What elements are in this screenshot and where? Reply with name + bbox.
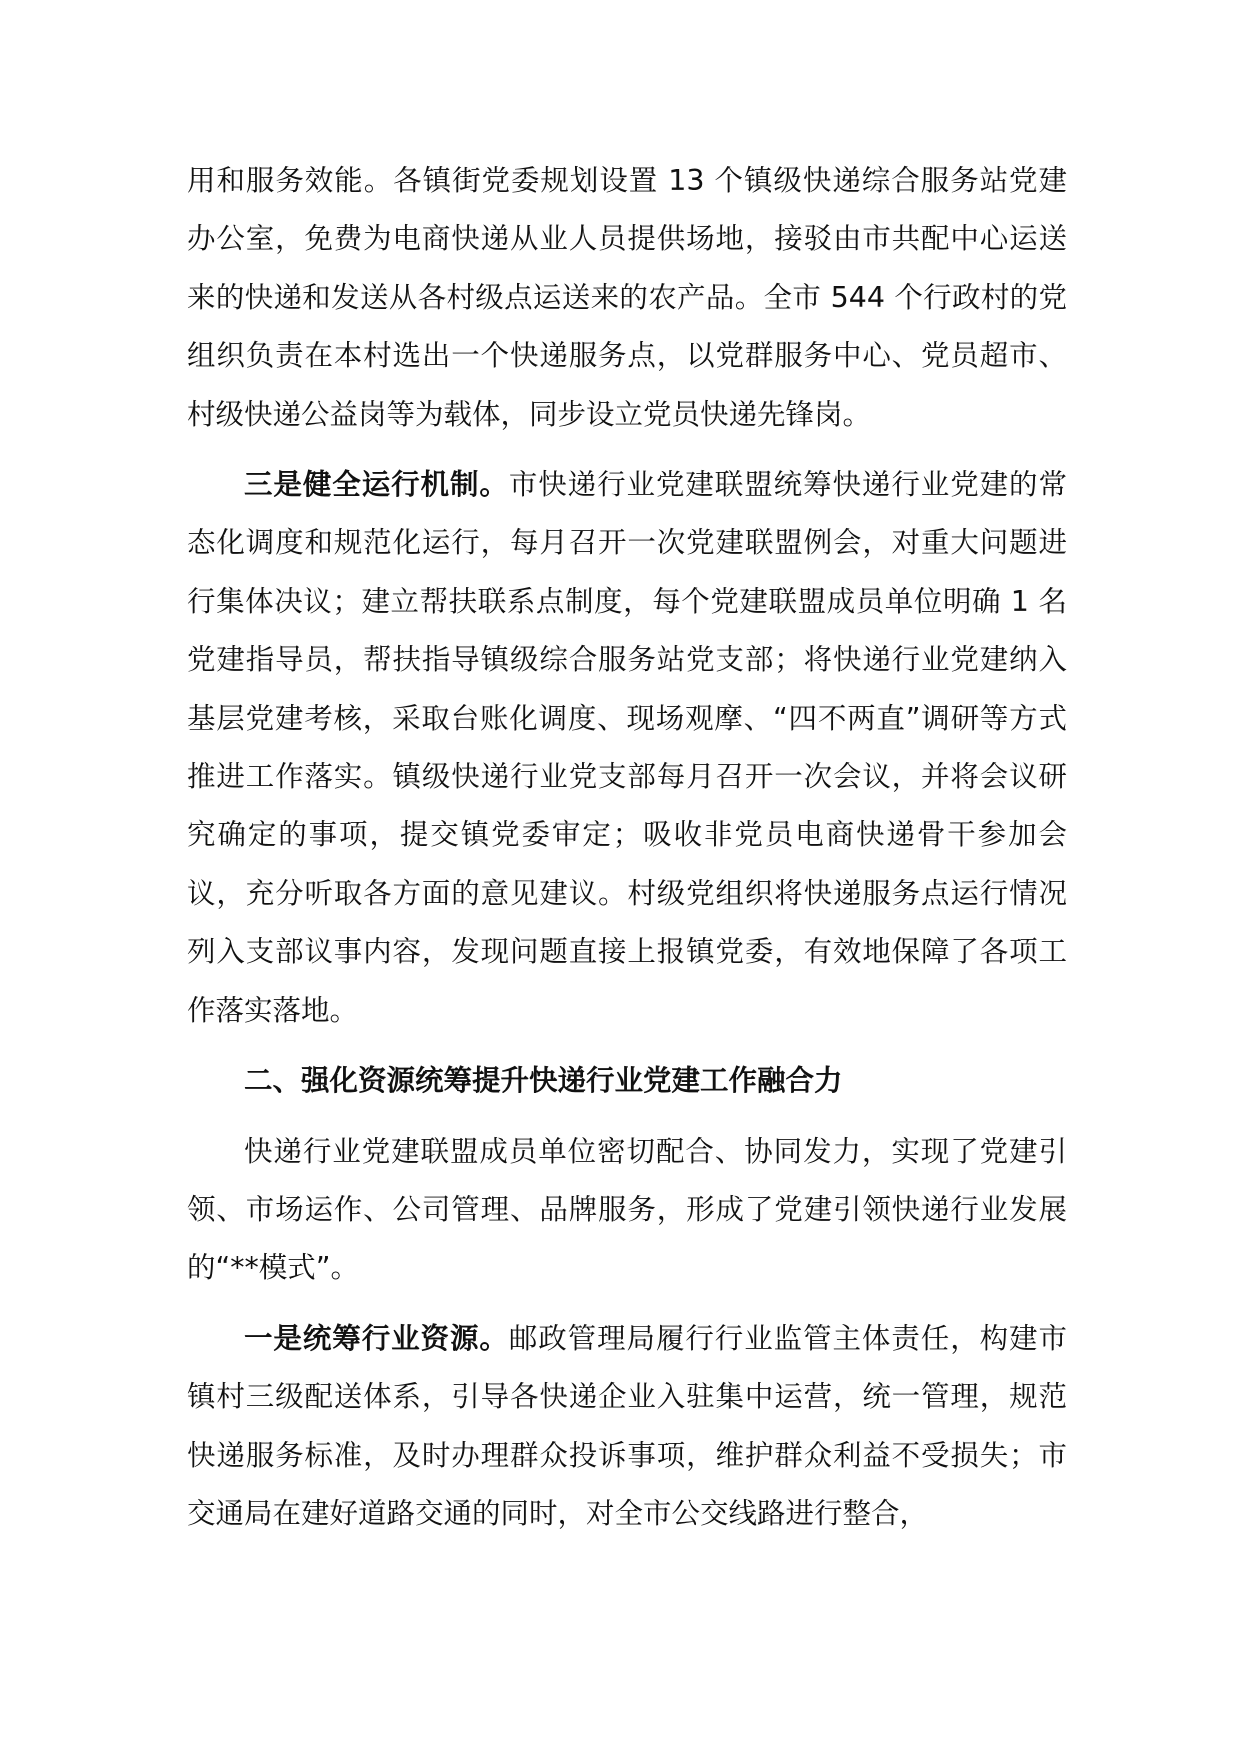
section-heading bbox=[187, 1052, 1067, 1110]
paragraph-text: 邮政管理局履行行业监管主体责任，构建市镇村三级配送体系，引导各快递企业入驻集中运营，统一管理，规范快递服务标准，及时办理群众投诉事项，维护群众利益不受损失；市交通局在建好道路交通的同时，对全市公交线路进行整合， bbox=[187, 1321, 1067, 1530]
paragraph-text: 市快递行业党建联盟统筹快递行业党建的常态化调度和规范化运行，每月召开一次党建联盟例会，对重大问题进行集体决议；建立帮扶联系点制度，每个党建联盟成员单位明确 1 名党建指导员，帮扶指导镇级综合服务站党支部；将快递行业党建纳入基层党建考核，采取台账化调度、现场观摩、“四不两直”调研等方式推进工作落实。镇级快递行业党支部每月召开一次会议，并将会议研究确定的事项，提交镇党委审定；吸收非党员电商快递骨干参加会议，充分听取各方面的意见建议。村级党组织将快递服务点运行情况列入支部议事内容，发现问题直接上报镇党委，有效地保障了各项工作落实落地。 bbox=[187, 468, 1067, 1027]
paragraph-operating-mechanism bbox=[187, 456, 1067, 1040]
paragraph-text: 用和服务效能。各镇街党委规划设置 13 个镇级快递综合服务站党建办公室，免费为电商快递从业人员提供场地，接驳由市共配中心运送来的快递和发送从各村级点运送来的农产品。全市 544 个行政村的党组织负责在本村选出一个快递服务点，以党群服务中心、党员超市、村级快递公益岗等为载体，同步设立党员快递先锋岗。 bbox=[187, 164, 1067, 431]
paragraph-lead: 一是统筹行业资源。 bbox=[244, 1321, 509, 1355]
paragraph-text: 快递行业党建联盟成员单位密切配合、协同发力，实现了党建引领、市场运作、公司管理、品牌服务，形成了党建引领快递行业发展的“**模式”。 bbox=[187, 1134, 1067, 1285]
paragraph-continuation bbox=[187, 152, 1067, 444]
paragraph-lead: 三是健全运行机制。 bbox=[244, 468, 509, 502]
document-body bbox=[187, 152, 1067, 1543]
section-heading-text: 二、强化资源统筹提升快递行业党建工作融合力 bbox=[244, 1064, 843, 1098]
paragraph-alliance bbox=[187, 1123, 1067, 1298]
paragraph-industry-resources bbox=[187, 1310, 1067, 1544]
